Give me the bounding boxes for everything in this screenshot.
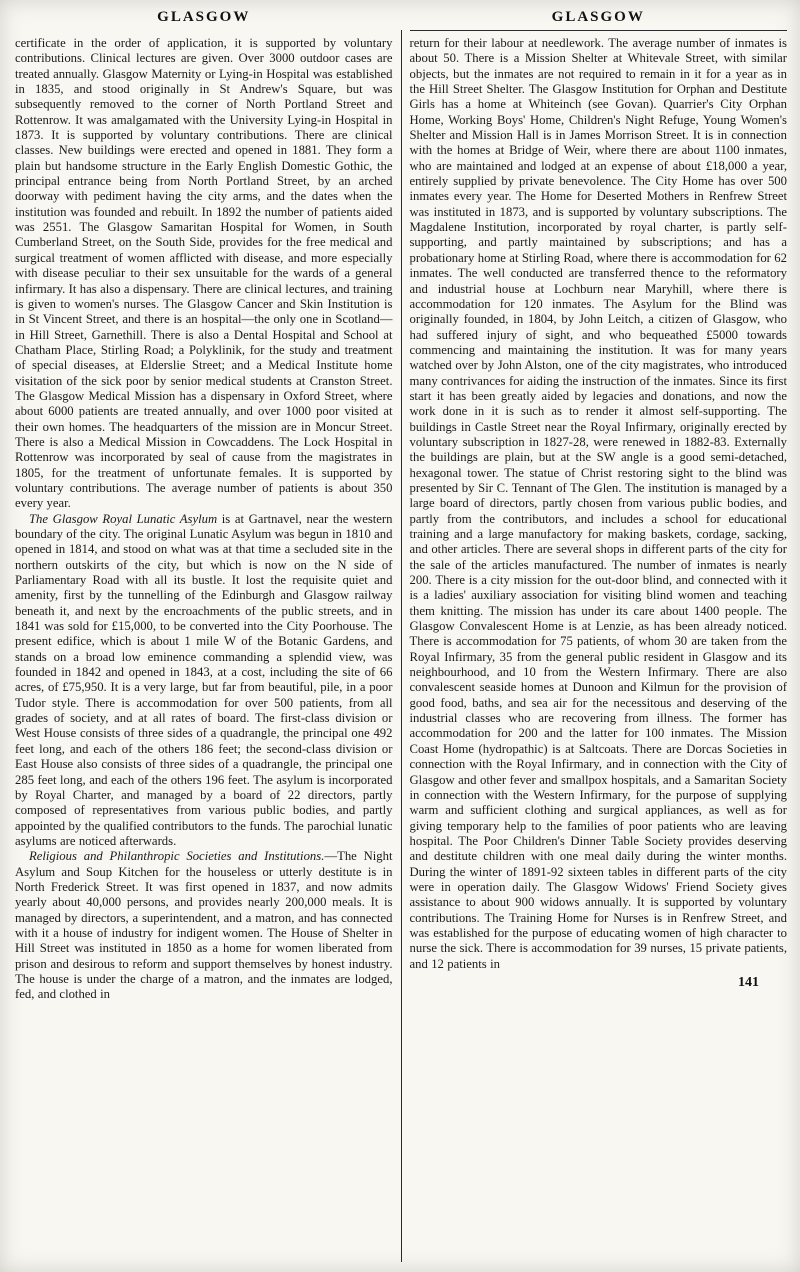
italic-section-heading: Religious and Philanthropic Societies and Institutions.	[29, 849, 325, 864]
page-number: 141	[738, 974, 759, 990]
paragraph	[15, 512, 393, 850]
paragraph-text: is at Gartnavel, near the western boundary of the city. The original Lunatic Asylum was begun in 1810 and opened in 1814, and stood on what was at that time a secluded site in the northern outskirts of the city, but which is now on the N side of Parliamentary Road with all its bustle. It lost the requisite quiet and amenity, first by the tunnelling of the Edinburgh and Glasgow railway beneath it, and next by the encroachments of the public streets, and in 1841 was sold for £15,000, to be converted into the City Poorhouse. The present edifice, which is about 1 mile W of the Botanic Gardens, and stands on a broad low eminence commanding a splendid view, was founded in 1842 and opened in 1843, at a cost, including the site of 66 acres, of £75,950. It is a very large, but far from beautiful, pile, in a poor Tudor style. There is accommodation for over 500 patients, from all grades of society, and at all rates of board. The first-class division or West House consists of three sides of a quadrangle, the principal one 492 feet long, and each of the others 186 feet; the second-class division or East House also consists of three sides of a quadrangle, the principal one 285 feet long, and each of the others 196 feet. The asylum is incorporated by Royal Charter, and managed by a board of 22 directors, partly composed of representatives from various public bodies, and partly appointed by the qualified contributors to the funds. The parochial lunatic asylums are noticed afterwards.	[15, 511, 393, 848]
left-column-running-head: GLASGOW	[157, 9, 251, 25]
paragraph-text: —The Night Asylum and Soup Kitchen for the houseless or utterly destitute is in North Frederick Street. It was first opened in 1837, and now admits yearly about 40,000 persons, and provides nearly 200,000 meals. It is managed by directors, a superintendent, and a matron, and has connected with it a house of industry for indigent women. The House of Shelter in Hill Street was instituted in 1850 as a home for women liberated from prison and desirous to reform and support themselves by honest industry. The house is under the charge of a matron, and the inmates are lodged, fed, and clothed in	[15, 849, 393, 1002]
paragraph	[15, 849, 393, 1002]
right-column-running-head: GLASGOW	[410, 8, 788, 31]
paragraph	[410, 36, 788, 972]
left-column	[15, 8, 393, 1268]
column-divider-rule	[401, 30, 402, 1262]
paragraph-text: certificate in the order of application, it is supported by voluntary contributions. Clinical lectures are given. Over 3000 outdoor cases are treated annually. Glasgow Maternity or Lying-in Hospital was established in 1835, and stood originally in St Andrew's Square, but was subsequently removed to the corner of North Portland Street and Rottenrow. It was amalgamated with the University Lying-in Hospital in 1873. It is supported by voluntary contributions. There are clinical classes. New buildings were erected and opened in 1881. They form a plain but handsome structure in the Early English Domestic Gothic, the principal entrance being from North Portland Street, by an arched doorway with pediment having the city arms, and the dates when the institution was founded and rebuilt. In 1892 the number of patients aided was 2551. The Glasgow Samaritan Hospital for Women, in South Cumberland Street, on the South Side, provides for the free medical and surgical treatment of women afflicted with disease, and more especially with disease peculiar to their sex unsuitable for the wards of a general infirmary. It has also a dispensary. There are clinical lectures, and training is given to women's nurses. The Glasgow Cancer and Skin Institution is in St Vincent Street, and there is an hospital—the only one in Scotland—in Hill Street, Garnethill. There is also a Dental Hospital and School at Chatham Place, Stirling Road; a Polyklinik, for the study and treatment of special diseases, at Elderslie Street; and a Medical Institute home visitation of the sick poor by senior medical students at Cranston Street. The Glasgow Medical Mission has a dispensary in Oxford Street, where about 6000 patients are treated annually, and over 1000 poor visited at their own homes. The headquarters of the mission are in Moncur Street. There is also a Medical Mission in Cowcaddens. The Lock Hospital in Rottenrow was incorporated by seal of cause from the magistrates in 1805, for the treatment of unfortunate females. It is supported by voluntary contributions. The average number of patients is about 350 every year.	[15, 36, 393, 511]
paragraph-text: return for their labour at needlework. The average number of inmates is about 50. There is a Mission Shelter at Whitevale Street, with similar objects, but the inmates are not required to remain in it for a year as in the Hill Street Shelter. The Glasgow Institution for Orphan and Destitute Girls has a home at Whiteinch (see Govan). Quarrier's City Orphan Home, Working Boys' Home, Children's Night Refuge, Young Women's Shelter and Mission Hall is in James Morrison Street. It is in connection with the homes at Bridge of Weir, where there are about 1100 inmates, who are maintained and lodged at an expense of about £18,000 a year, entirely supplied by private benevolence. The City Home has over 500 inmates every year. The Home for Deserted Mothers in Renfrew Street was instituted in 1873, and is supported by voluntary subscriptions. The Magdalene Institution, incorporated by royal charter, is partly self-supporting, and partly maintained by subscriptions; and has a probationary home at Stirling Road, where there is accommodation for 62 inmates. The well conducted are transferred thence to the reformatory and industrial house at Lochburn near Maryhill, where there is accommodation for 120 inmates. The Asylum for the Blind was originally founded, in 1804, by John Leitch, a citizen of Glasgow, who had suffered injury of sight, and who bequeathed £5000 towards commencing and maintaining the institution. It was for many years watched over by John Alston, one of the city magistrates, who introduced many contrivances for aiding the instruction of the inmates. Since its first start it has been greatly aided by legacies and donations, and now the work done in it is such as to render it almost self-supporting. The buildings in Castle Street near the Royal Infirmary, originally erected by voluntary subscription in 1827-28, were renewed in 1882-83. Externally the buildings are plain, but at the SW angle is a good semi-detached, hexagonal tower. The statue of Christ restoring sight to the blind was presented by Sir C. Tennant of The Glen. The institution is managed by a large board of directors, partly chosen from various public bodies, and partly from the contributors, and includes a school for educational training and a large manufactory for making baskets, cordage, sacking, and other articles. There are several shops in different parts of the city for the sale of the articles manufactured. The number of inmates is nearly 200. There is a city mission for the out-door blind, and connected with it is a ladies' auxiliary association for visiting blind women and teaching them knitting. The mission has under its care about 1400 people. The Glasgow Convalescent Home is at Lenzie, as has been already noticed. There is accommodation for 75 patients, of whom 30 are taken from the Royal Infirmary, 35 from the general public resident in Glasgow and its neighbourhood, and 10 from the Western Infirmary. There are also convalescent seaside homes at Dunoon and Kilmun for the provision of good food, baths, and sea air for the necessitous and deserving of the industrial classes who are recovering from illness. The former has accommodation for 200 and the latter for 100 inmates. The Mission Coast Home (hydropathic) is at Saltcoats. There are Dorcas Societies in connection with the Royal Infirmary, and in connection with the City of Glasgow and other fever and smallpox hospitals, and a Samaritan Society in connection with the Western Infirmary, for the purpose of supplying warm and sufficient clothing and surgical appliances, as well as for giving temporary help to the families of poor patients who are leaving hospital. The Poor Children's Dinner Table Society provides deserving and destitute children with one meal daily during the winter months. During the winter of 1891-92 sixteen tables in different parts of the city were in operation daily. The Glasgow Widows' Friend Society gives assistance to about 900 widows annually. It is supported by voluntary contributions. The Training Home for Nurses is in Renfrew Street, and was established for the purpose of educating women of high character to nurse the sick. There is accommodation for 39 nurses, 15 private patients, and 12 patients in	[409, 36, 787, 971]
italic-lead: The Glasgow Royal Lunatic Asylum	[29, 511, 218, 526]
right-column	[410, 8, 788, 1268]
paragraph	[15, 36, 393, 512]
